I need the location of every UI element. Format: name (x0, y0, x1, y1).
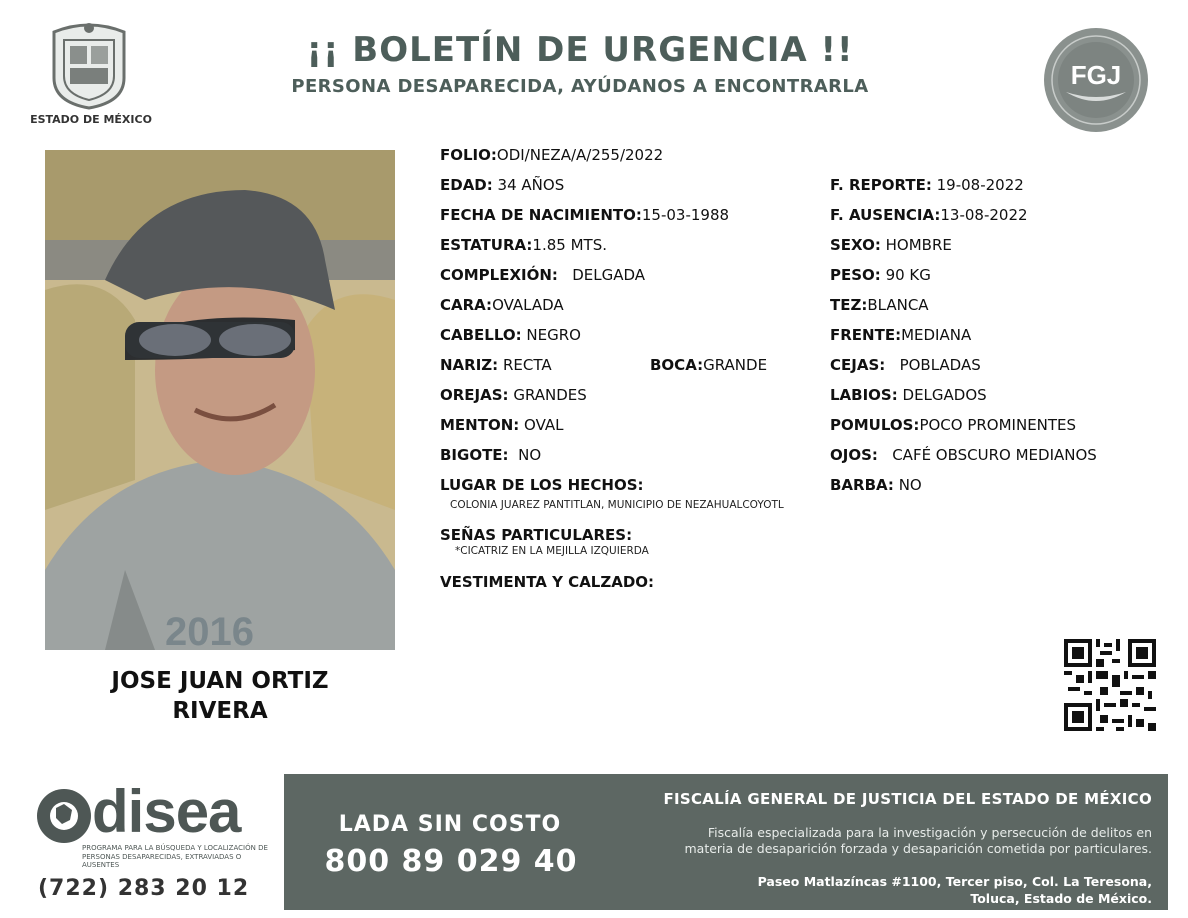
field-value: 19-08-2022 (936, 176, 1024, 194)
field-cara (440, 296, 564, 314)
fgj-address-line1: Paseo Matlazíncas #1100, Tercer piso, Col. La Teresona, (757, 874, 1152, 889)
person-name-line1: JOSE JUAN ORTIZ (111, 668, 329, 694)
field-complexion (440, 266, 645, 284)
field-value: 15-03-1988 (641, 206, 730, 224)
field-value: POCO PROMINENTES (919, 416, 1077, 434)
field-frente (830, 326, 971, 344)
fgj-seal-icon (1042, 26, 1150, 134)
field-label: BOCA: (650, 356, 704, 374)
field-value: DELGADOS (902, 386, 987, 404)
lada-sin-costo-number: 800 89 029 40 (324, 844, 578, 879)
field-value: RECTA (502, 356, 552, 374)
estado-de-mexico-coat-of-arms-icon (44, 18, 134, 110)
state-label: ESTADO DE MÉXICO (30, 113, 152, 126)
field-label: COMPLEXIÓN: (440, 266, 558, 284)
field-estatura (440, 236, 607, 254)
field-labios (830, 386, 987, 404)
fgj-seal-text: FGJ (1070, 60, 1122, 90)
field-value: MEDIANA (901, 326, 972, 344)
field-f-reporte (830, 176, 1024, 194)
field-f-ausencia (830, 206, 1028, 224)
field-peso (830, 266, 931, 284)
field-ojos (830, 446, 1097, 464)
person-name (60, 666, 380, 726)
field-folio (440, 146, 663, 164)
field-label: PESO: (830, 266, 881, 284)
odisea-logo (34, 778, 274, 872)
field-label: CEJAS: (830, 356, 886, 374)
field-value: 90 KG (885, 266, 931, 284)
field-label: LABIOS: (830, 386, 898, 404)
missing-person-photo (45, 150, 395, 650)
field-value: CAFÉ OBSCURO MEDIANOS (892, 446, 1097, 464)
field-label: BIGOTE: (440, 446, 509, 464)
field-tez (830, 296, 929, 314)
fgj-description (600, 825, 1152, 857)
field-label: F. AUSENCIA: (830, 206, 941, 224)
field-value: OVAL (524, 416, 564, 434)
field-nariz (440, 356, 552, 374)
field-value: POBLADAS (899, 356, 981, 374)
fgj-description-line1: Fiscalía especializada para la investigación y persecución de delitos en (707, 825, 1152, 840)
field-label: FECHA DE NACIMIENTO: (440, 206, 642, 224)
field-value: 1.85 MTS. (532, 236, 607, 254)
field-label: FRENTE: (830, 326, 902, 344)
svg-text:2016: 2016 (165, 610, 254, 650)
field-label: NARIZ: (440, 356, 499, 374)
fgj-name: FISCALÍA GENERAL DE JUSTICIA DEL ESTADO DE MÉXICO (663, 790, 1152, 808)
field-cabello (440, 326, 581, 344)
field-value: HOMBRE (885, 236, 952, 254)
fgj-address-line2: Toluca, Estado de México. (970, 891, 1152, 906)
field-pomulos (830, 416, 1076, 434)
bulletin-subtitle: PERSONA DESAPARECIDA, AYÚDANOS A ENCONTRARLA (291, 76, 869, 97)
odisea-tagline: PROGRAMA PARA LA BÚSQUEDA Y LOCALIZACIÓN DE PERSONAS DESAPARECIDAS, EXTRAVIADAS O AUSENTES (82, 844, 268, 869)
field-label: CARA: (440, 296, 493, 314)
senas-value: *CICATRIZ EN LA MEJILLA IZQUIERDA (455, 545, 649, 557)
field-label: MENTON: (440, 416, 520, 434)
field-edad (440, 176, 564, 194)
field-value: ODI/NEZA/A/255/2022 (496, 146, 664, 164)
field-value: 13-08-2022 (940, 206, 1028, 224)
field-label: LUGAR DE LOS HECHOS: (440, 476, 644, 494)
lada-sin-costo-label: LADA SIN COSTO (338, 812, 562, 837)
field-label: FOLIO: (440, 146, 497, 164)
lugar-hechos-value: COLONIA JUAREZ PANTITLAN, MUNICIPIO DE NEZAHUALCOYOTL (450, 499, 784, 511)
fgj-address (600, 873, 1152, 907)
field-bigote (440, 446, 541, 464)
field-label: ESTATURA: (440, 236, 533, 254)
field-label: CABELLO: (440, 326, 522, 344)
qr-code-icon (1064, 639, 1156, 731)
field-value: BLANCA (867, 296, 929, 314)
field-value: DELGADA (572, 266, 646, 284)
field-label: EDAD: (440, 176, 493, 194)
field-boca (650, 356, 767, 374)
field-sexo (830, 236, 952, 254)
fgj-description-line2: materia de desaparición forzada y desaparición cometida por particulares. (684, 841, 1152, 856)
field-label: BARBA: (830, 476, 894, 494)
field-lugar-hechos (440, 476, 644, 494)
field-value: NO (518, 446, 542, 464)
bulletin-title: ¡¡ BOLETÍN DE URGENCIA !! (306, 30, 854, 70)
odisea-logo-text: disea (92, 778, 241, 845)
field-vestimenta (440, 573, 654, 591)
field-value: 34 AÑOS (497, 176, 565, 194)
field-barba (830, 476, 922, 494)
field-label: F. REPORTE: (830, 176, 932, 194)
field-label: VESTIMENTA Y CALZADO: (440, 573, 655, 591)
field-label: SEÑAS PARTICULARES: (440, 526, 633, 544)
field-label: TEZ: (830, 296, 868, 314)
field-value: OVALADA (492, 296, 564, 314)
field-senas (440, 526, 632, 544)
odisea-phone: (722) 283 20 12 (38, 876, 250, 901)
field-value: GRANDE (703, 356, 768, 374)
field-label: OJOS: (830, 446, 878, 464)
field-label: POMULOS: (830, 416, 920, 434)
person-name-line2: RIVERA (172, 698, 268, 724)
field-fecha-nacimiento (440, 206, 729, 224)
field-menton (440, 416, 564, 434)
field-label: OREJAS: (440, 386, 509, 404)
field-cejas (830, 356, 981, 374)
field-value: NO (898, 476, 922, 494)
field-value: NEGRO (526, 326, 581, 344)
field-value: GRANDES (513, 386, 587, 404)
field-orejas (440, 386, 587, 404)
odisea-logo-icon (34, 786, 98, 846)
field-label: SEXO: (830, 236, 881, 254)
